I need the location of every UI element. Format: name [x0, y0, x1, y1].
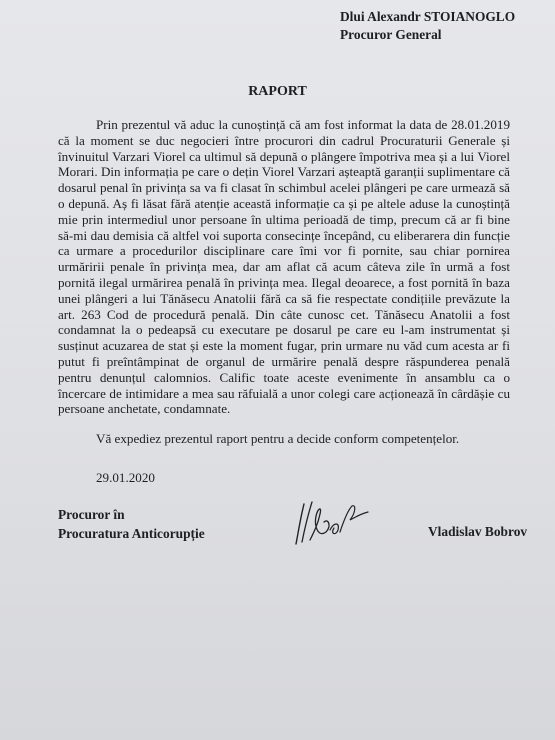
- handwritten-signature: [290, 496, 372, 548]
- signer-position: [58, 505, 205, 543]
- report-date: 29.01.2020: [96, 470, 155, 485]
- signer-name: Vladislav Bobrov: [428, 524, 528, 539]
- signer-position-line-2: Procuratura Anticorupție: [58, 526, 205, 541]
- body-paragraph: Prin prezentul vă aduc la cunoștință că am fost informat la data de 28.01.2019 că la moment se duc negocieri între procurori din cadrul Procuraturii Generale și învinuitul Varzari Viorel ca ultimul să depună o plângere împotriva mea și a lui Viorel Morari. Din informația pe care o dețin Viorel Varzari așteaptă garanții suplimentare că dosarul penal în privința sa va fi clasat în schimbul acelei plângeri pe care urmează să o depună. Aș fi lăsat fără atenție această informație ca și pe altele aduse la cunoștință mie prin intermediul unor persoane în ultima perioadă de timp, precum că ar fi bine să-mi dau demisia că altfel voi suporta consecințe începând, cu eliberarera din funcție ca urmare a procedurilor disciplinare care îmi vor fi pornite, sau chiar pornirea urmăririi penale în privința mea, dar am aflat că acum câteva zile în urmă a fost pornită ilegal urmărirea penală în privința mea. Ilegal deoarece, a fost pornită în baza unei plângeri a lui Tănăsecu Anatolii fără ca să fie respectate condițiile prevăzute la art. 263 Cod de procedură penală. Din câte cunosc cet. Tănăsecu Anatolii a fost condamnat la o pedeapsă cu executare pe dosarul pe care eu l-am instrumentat și susținut acuzarea de stat și este la moment fugar, prin urmare nu văd cum acesta ar fi putut fi preîntâmpinat de organul de urmărire penală despre răspunderea penală pentru denunțul calomnios. Calific toate aceste evenimente în ansamblu ca o încercare de intimidare a mea sau răfuială a unor colegi care acționează în cârdășie cu persoane anchetate, condamnate.: [58, 117, 510, 417]
- report-body: [58, 117, 510, 417]
- document-title: RAPORT: [248, 84, 307, 99]
- recipient-title: Procuror General: [340, 27, 442, 42]
- addressee-block: [340, 8, 515, 44]
- recipient-name: Dlui Alexandr STOIANOGLO: [340, 9, 516, 24]
- closing-sentence: Vă expediez prezentul raport pentru a decide conform competențelor.: [96, 431, 460, 446]
- signer-position-line-1: Procuror în: [58, 507, 125, 522]
